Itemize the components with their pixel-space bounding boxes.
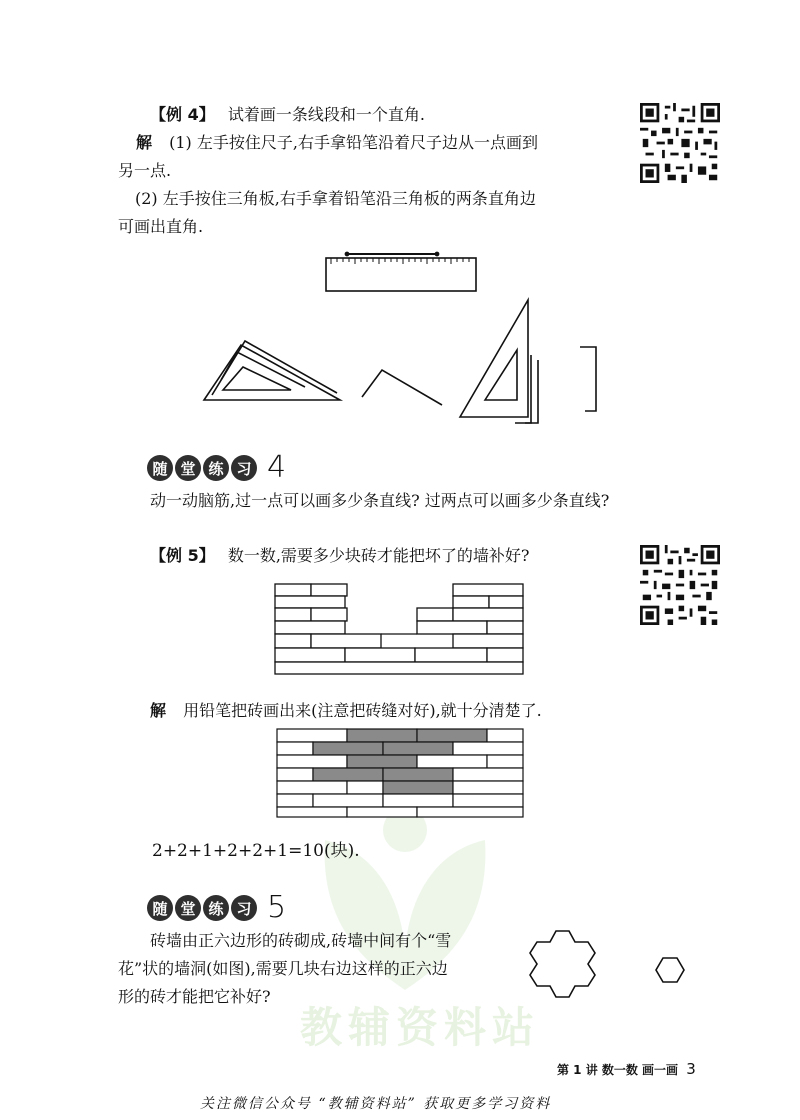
set-square-left [204, 341, 340, 400]
hexagon-tile-icon [656, 958, 684, 982]
example5-tag: 【例 5】 [150, 546, 215, 565]
broken-wall-figure [270, 580, 530, 680]
page-footer [557, 1060, 696, 1078]
set-square-right [460, 300, 538, 423]
example4-step1-cont: 另一点. [118, 161, 172, 180]
practice5-number: 5 [267, 890, 287, 925]
example4-step1: (1) 左手按住尺子,右手拿铅笔沿着尺子边从一点画到 [169, 133, 538, 152]
practice4-number: 4 [267, 450, 287, 485]
drawn-right-angle [580, 347, 596, 411]
watermark-text: 教辅资料站 [300, 1003, 541, 1052]
practice5-char-4: 习 [231, 895, 257, 921]
example5-solution-line [150, 700, 542, 722]
practice4-char-1: 随 [147, 455, 173, 481]
example5-equation: 2+2+1+2+2+1=10(块). [152, 841, 360, 861]
example4-tag: 【例 4】 [150, 105, 215, 124]
example4-step2: (2) 左手按住三角板,右手拿着铅笔沿三角板的两条直角边 [135, 189, 536, 208]
example4-step2-cont: 可画出直角. [118, 217, 204, 236]
qr-code-icon[interactable] [640, 103, 720, 183]
practice5-char-3: 练 [203, 895, 229, 921]
filled-wall-figure [275, 727, 530, 819]
practice4-char-2: 堂 [175, 455, 201, 481]
example5-solution: 用铅笔把砖画出来(注意把砖缝对好),就十分清楚了. [183, 701, 542, 720]
example5-question: 数一数,需要多少块砖才能把坏了的墙补好? [227, 546, 530, 565]
example5-solution-label: 解 [150, 701, 167, 720]
practice5-char-1: 随 [147, 895, 173, 921]
promo-line: 关注微信公众号 “教辅资料站” 获取更多学习资料 [200, 1096, 552, 1112]
drawn-angle [362, 370, 442, 405]
practice4-question: 动一动脑筋,过一点可以画多少条直线? 过两点可以画多少条直线? [150, 491, 610, 510]
practice4-char-4: 习 [231, 455, 257, 481]
chapter-label: 第 1 讲 数一数 画一画 [557, 1063, 679, 1077]
qr-code-icon[interactable] [640, 545, 720, 625]
example5-question-line [150, 545, 529, 567]
ruler-ticks [331, 258, 469, 264]
example4-figures [195, 245, 615, 425]
practice5-char-2: 堂 [175, 895, 201, 921]
practice5-line1: 砖墙由正六边形的砖砌成,砖墙中间有个“雪 [150, 931, 452, 950]
snowflake-hole [530, 931, 595, 997]
ruler-icon [326, 258, 476, 291]
practice4-header [147, 450, 287, 485]
example4-question: 试着画一条线段和一个直角. [227, 105, 425, 124]
page-number: 3 [686, 1060, 696, 1078]
practice4-char-3: 练 [203, 455, 229, 481]
example4-solution-line1 [130, 132, 538, 154]
practice5-line3: 形的砖才能把它补好? [118, 987, 271, 1006]
practice5-header [147, 890, 287, 925]
practice5-line2: 花”状的墙洞(如图),需要几块右边这样的正六边 [118, 959, 448, 978]
practice5-figures [525, 925, 705, 1010]
example4-question-line [150, 104, 425, 126]
example4-solution-label: 解 [136, 133, 153, 152]
